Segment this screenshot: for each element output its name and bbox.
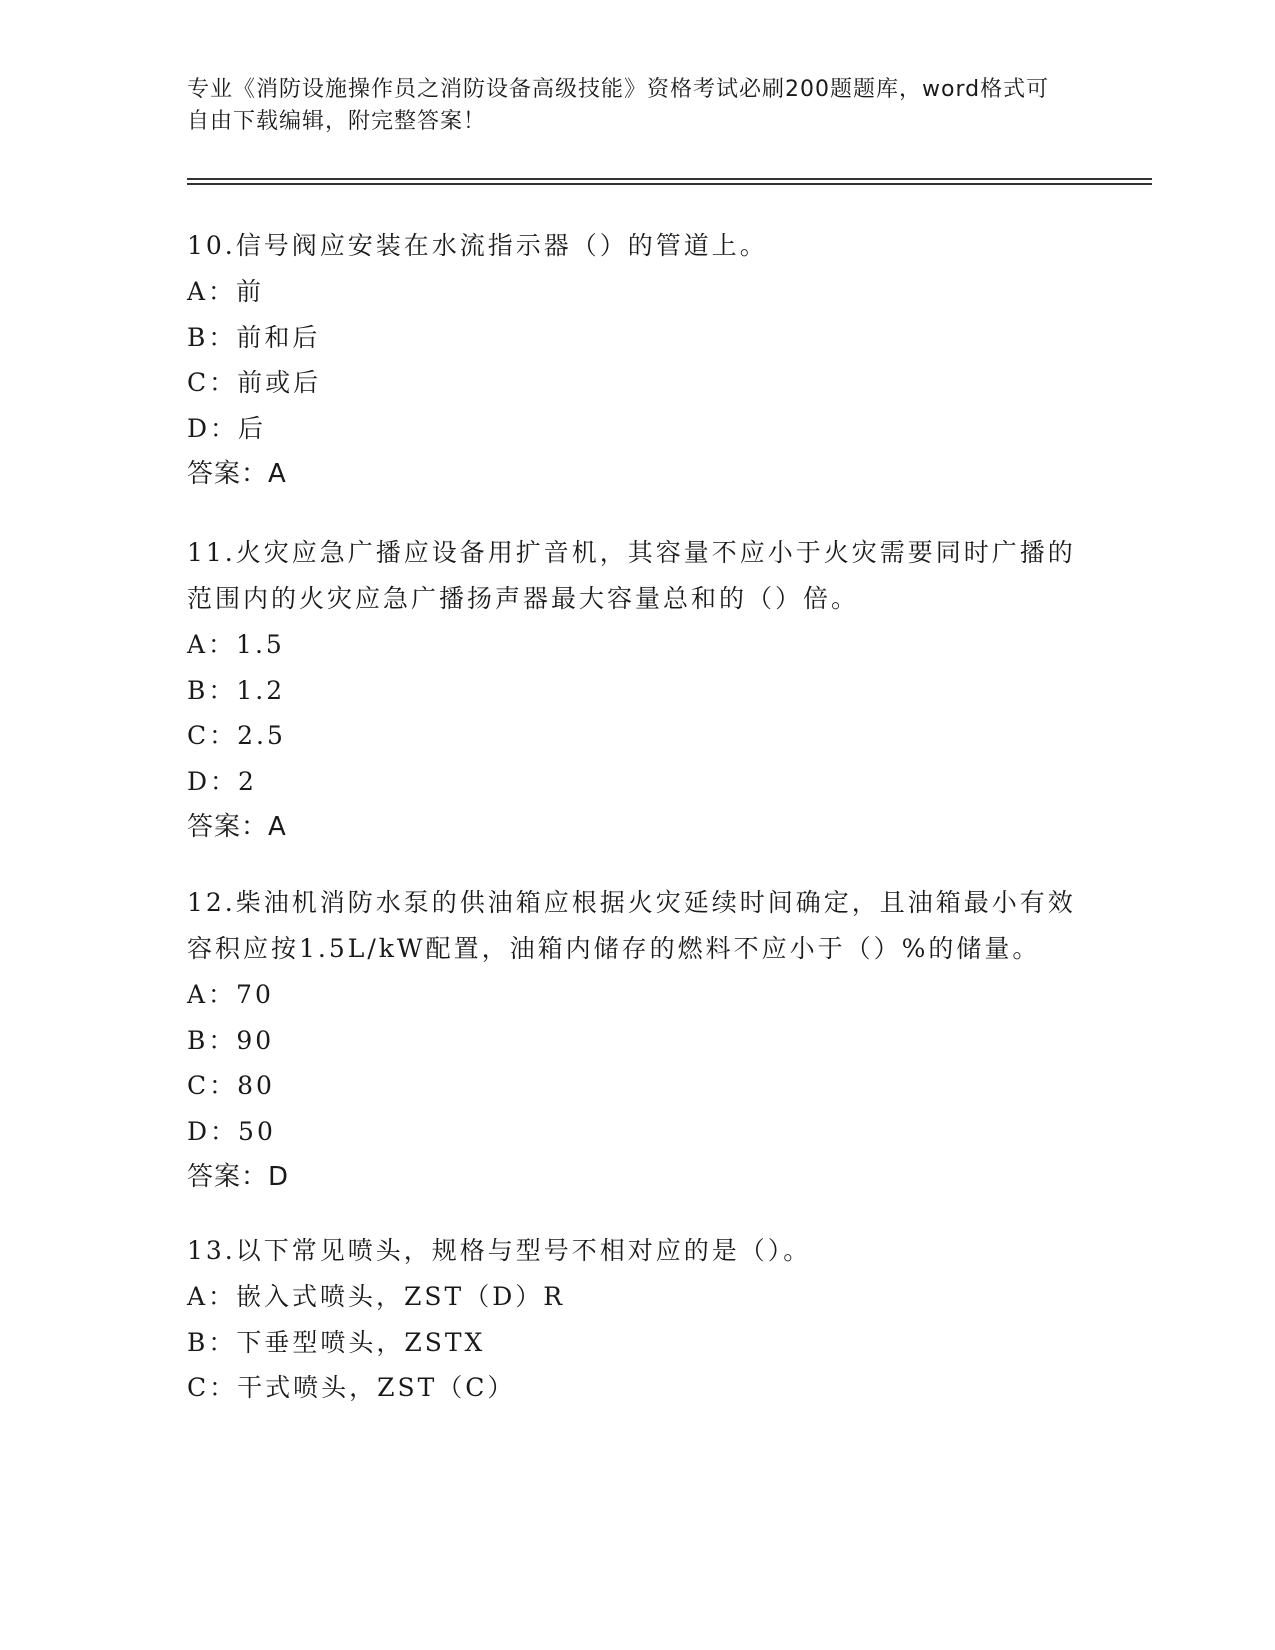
question-stem: 10.信号阀应安装在水流指示器（）的管道上。 [187, 231, 768, 260]
option-d: D：2 [187, 766, 257, 796]
option-a: A：前 [187, 277, 265, 306]
answer-label: 答案：A [187, 459, 287, 489]
question-stem: 11.火灾应急广播应设备用扩音机，其容量不应小于火灾需要同时广播的范围内的火灾应急广播扬声器最大容量总和的（）倍。 [187, 538, 1076, 613]
option-b: B：90 [187, 1025, 275, 1055]
header-rule-bottom [187, 183, 1152, 185]
question-13 [187, 1228, 1087, 1411]
question-stem: 12.柴油机消防水泵的供油箱应根据火灾延续时间确定，且油箱最小有效容积应按1.5L/kW配置，油箱内储存的燃料不应小于（）%的储量。 [187, 888, 1076, 963]
option-d: D：50 [187, 1116, 276, 1146]
option-b: B：1.2 [187, 675, 286, 705]
option-b: B：前和后 [187, 322, 321, 352]
option-c: C：80 [187, 1071, 275, 1100]
question-12 [187, 880, 1087, 1200]
header-rule-top [187, 178, 1152, 180]
option-a: A：1.5 [187, 630, 285, 659]
option-c: C：前或后 [187, 368, 322, 397]
option-d: D：后 [187, 413, 267, 443]
question-10 [187, 223, 1087, 497]
question-stem: 13.以下常见喷头，规格与型号不相对应的是（）。 [187, 1236, 812, 1265]
option-c: C：干式喷头，ZST（C） [187, 1373, 516, 1402]
answer-label: 答案：D [187, 1162, 290, 1192]
document-header: 专业《消防设施操作员之消防设备高级技能》资格考试必刷200题题库，word格式可自由下载编辑，附完整答案！ [187, 77, 1050, 134]
answer-label: 答案：A [187, 812, 287, 842]
option-b: B：下垂型喷头，ZSTX [187, 1327, 486, 1357]
question-11 [187, 530, 1087, 850]
option-a: A：嵌入式喷头，ZST（D）R [187, 1282, 566, 1311]
option-c: C：2.5 [187, 721, 286, 750]
option-a: A：70 [187, 980, 274, 1009]
